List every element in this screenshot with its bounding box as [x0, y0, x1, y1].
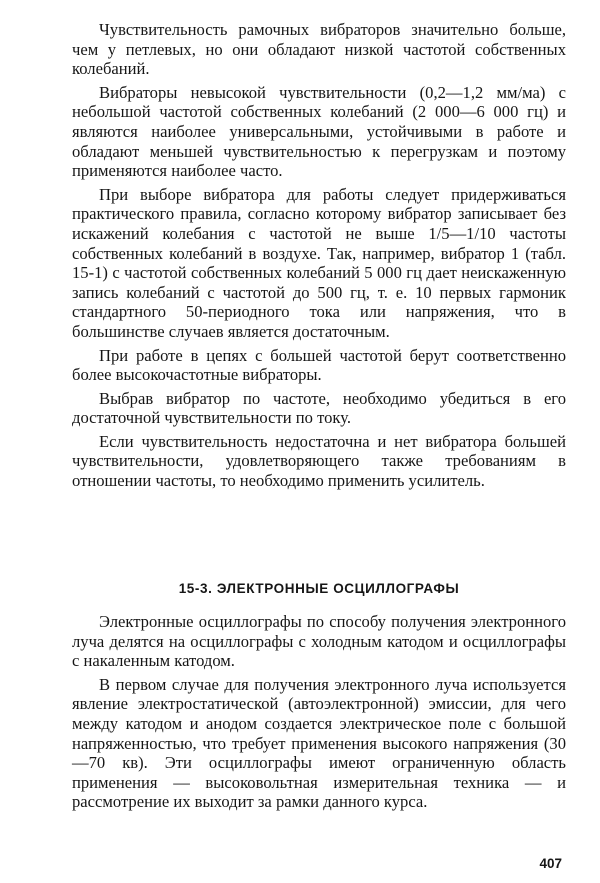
- section-heading: 15-3. ЭЛЕКТРОННЫЕ ОСЦИЛЛОГРАФЫ: [178, 581, 460, 596]
- text-block-top: [72, 20, 566, 491]
- page-number: 407: [539, 856, 562, 871]
- text-block-bottom: [72, 612, 566, 812]
- paragraph-frame-vibrators: Чувствительность рамочных вибраторов значительно больше, чем у петлевых, но они обладают низкой частотой собственных колебаний.: [72, 20, 566, 79]
- paragraph-selection-rule: При выборе вибратора для работы следует придерживаться практического правила, согласно которому вибратор записывает без искажений колебания с частотой не выше 1/5—1/10 частоты собственных колебаний в воздухе. Так, например, вибратор 1 (табл. 15-1) с частотой собственных колебаний 5 000 гц дает неискаженную запись колебаний с частотой до 500 гц, т. е. 10 первых гармоник стандартного 50-периодного тока или напряжения, что в большинстве случаев является достаточным.: [72, 184, 566, 341]
- paragraph-current-sensitivity: Выбрав вибратор по частоте, необходимо убедиться в его достаточной чувствительности по току.: [72, 388, 566, 428]
- paragraph-electron-oscillographs: Электронные осциллографы по способу получения электронного луча делятся на осциллографы с холодным катодом и осциллографы с накаленным катодом.: [72, 612, 566, 671]
- paragraph-low-sensitivity-vibrators: Вибраторы невысокой чувствительности (0,2—1,2 мм/ма) с небольшой частотой собственных колебаний (2 000—6 000 гц) и являются наиболее универсальными, устойчивыми в работе и обладают меньшей чувствительностью к перегрузкам и поэтому применяются наиболее часто.: [72, 82, 566, 181]
- paragraph-higher-frequency: При работе в цепях с большей частотой берут соответственно более высокочастотные вибраторы.: [72, 345, 566, 385]
- paragraph-amplifier: Если чувствительность недостаточна и нет вибратора большей чувствительности, удовлетворяющего также требованиям в отношении частоты, то необходимо применить усилитель.: [72, 431, 566, 491]
- paragraph-cold-cathode: В первом случае для получения электронного луча используется явление электростатической (автоэлектронной) эмиссии, для чего между катодом и анодом создается электрическое поле с большой напряженностью, что требует применения высокого напряжения (30—70 кв). Эти осциллографы имеют ограниченную область применения — высоковольтная измерительная техника — и рассмотрение их выходит за рамки данного курса.: [72, 674, 566, 812]
- book-page: [72, 20, 566, 870]
